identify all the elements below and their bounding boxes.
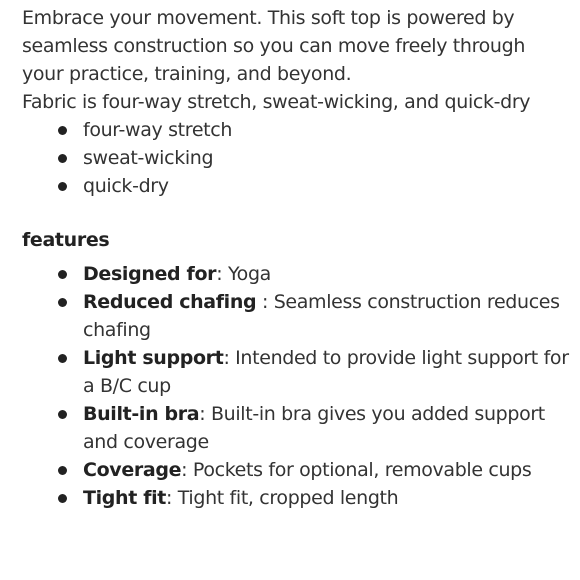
list-item: quick-dry — [83, 172, 570, 200]
feature-text: : Built-in bra gives you added support and coverage — [83, 403, 545, 453]
feature-label: Tight fit — [83, 487, 167, 509]
bullet-icon — [58, 270, 67, 279]
feature-item — [83, 288, 570, 344]
feature-text: : Intended to provide light support for a B/C cup — [83, 347, 569, 397]
bullet-icon — [58, 154, 67, 163]
feature-text: : Seamless construction reduces chafing — [83, 291, 560, 341]
feature-label: Coverage — [83, 459, 182, 481]
feature-label: Built-in bra — [83, 403, 200, 425]
feature-item — [83, 484, 570, 512]
features-list — [22, 260, 570, 512]
intro-paragraph: Embrace your movement. This soft top is powered by seamless construction so you can move freely through your practice, training, and beyond. — [22, 7, 526, 85]
bullet-icon — [58, 466, 67, 475]
feature-item — [83, 260, 570, 288]
feature-text: : Tight fit, cropped length — [166, 487, 399, 509]
list-item: sweat-wicking — [83, 144, 570, 172]
feature-text: : Pockets for optional, removable cups — [181, 459, 532, 481]
list-item: four-way stretch — [83, 116, 570, 144]
bullet-icon — [58, 410, 67, 419]
feature-label: Reduced chafing — [83, 291, 257, 313]
feature-text: : Yoga — [216, 263, 271, 285]
features-heading: features — [22, 229, 110, 251]
spacer — [22, 200, 570, 226]
fabric-paragraph: Fabric is four-way stretch, sweat-wicking, and quick-dry — [22, 91, 531, 113]
bullet-icon — [58, 182, 67, 191]
feature-label: Light support — [83, 347, 224, 369]
bullet-icon — [58, 494, 67, 503]
fabric-list — [22, 116, 570, 200]
bullet-icon — [58, 126, 67, 135]
feature-item — [83, 456, 570, 484]
bullet-icon — [58, 298, 67, 307]
feature-label: Designed for — [83, 263, 217, 285]
feature-item — [83, 400, 570, 456]
product-description — [22, 4, 570, 512]
feature-item — [83, 344, 570, 400]
bullet-icon — [58, 354, 67, 363]
